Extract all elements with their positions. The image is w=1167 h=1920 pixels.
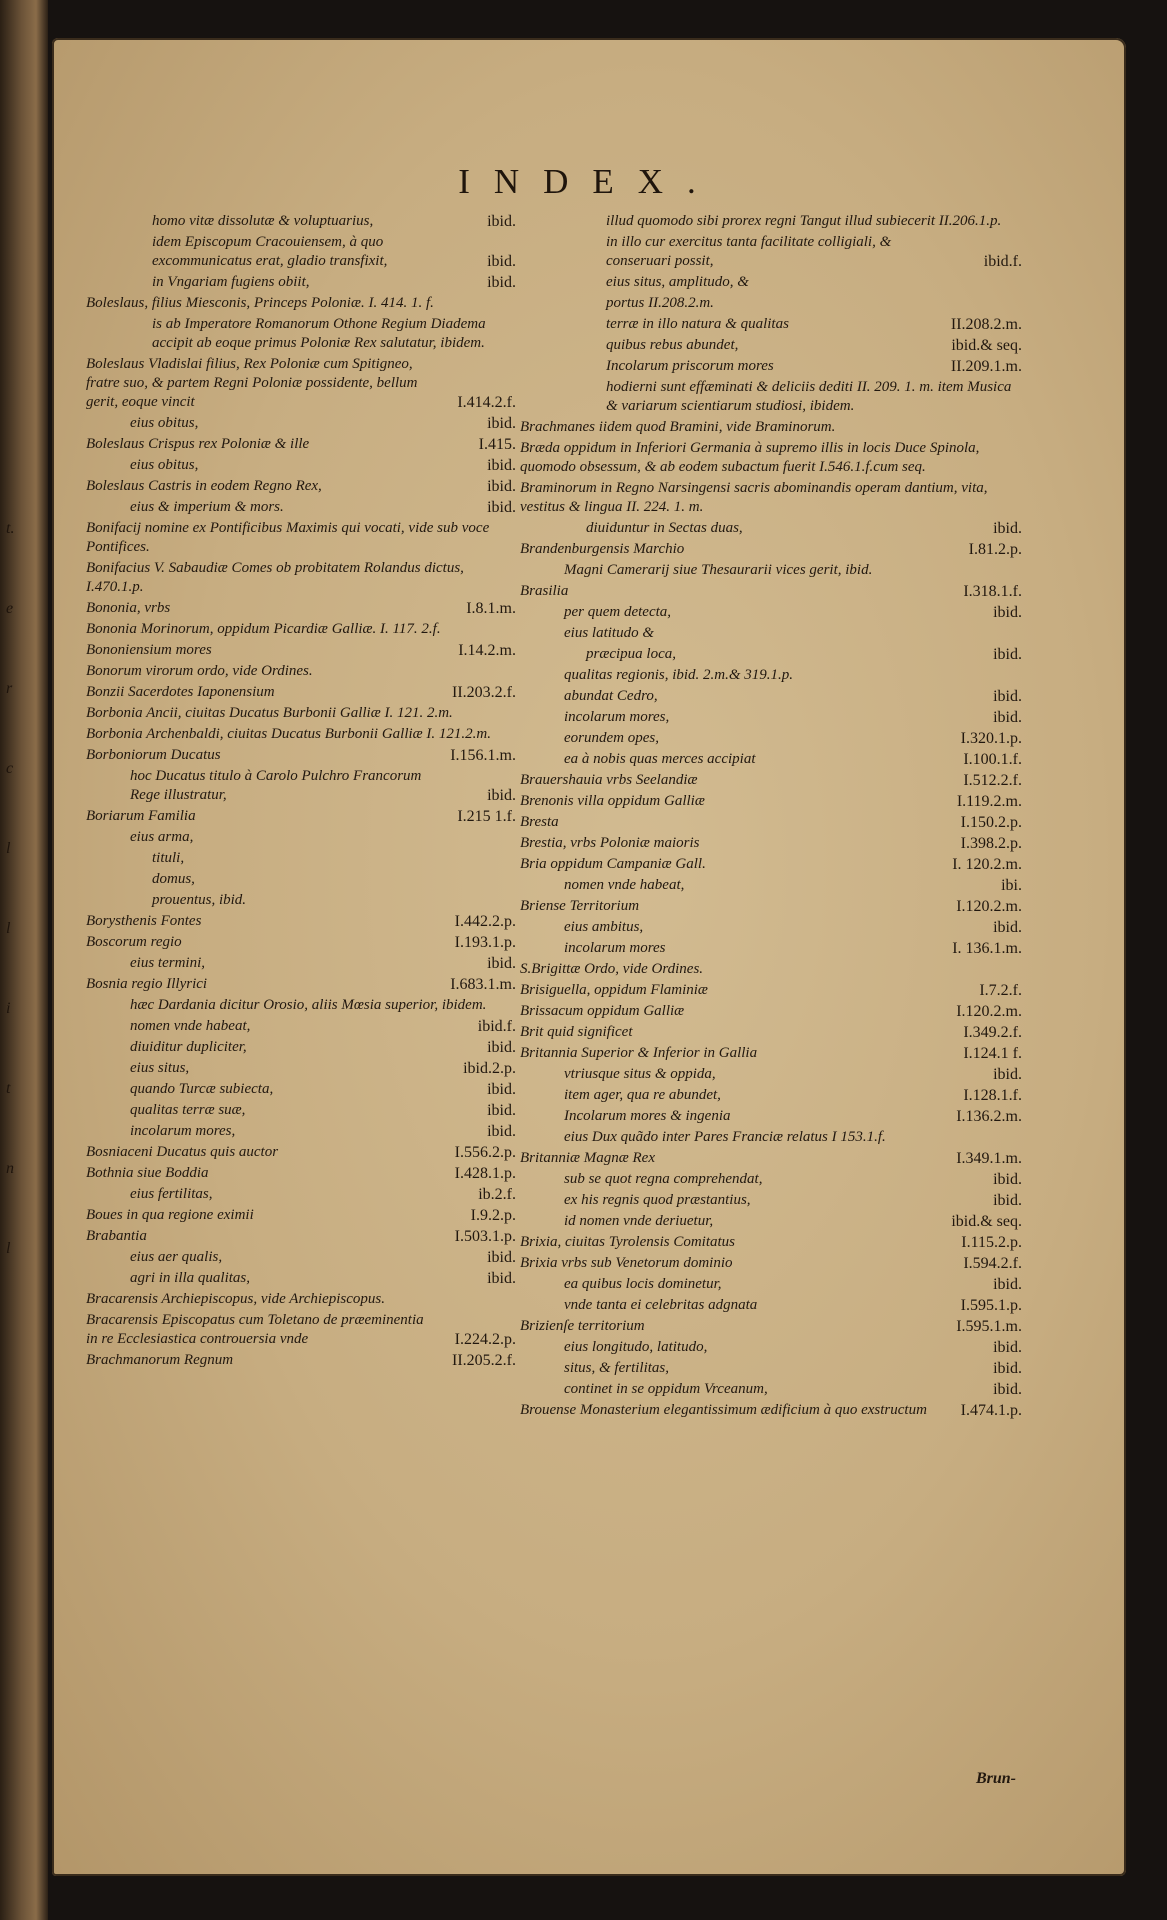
entry-text: Boleslaus Castris in eodem Regno Rex,	[86, 478, 322, 494]
entry-text: Bria oppidum Campaniæ Gall.	[520, 856, 706, 872]
index-entry	[520, 479, 1022, 517]
index-entry	[564, 1065, 1022, 1084]
index-entry	[86, 294, 516, 313]
entry-reference: I.100.1.f.	[963, 751, 1022, 768]
entry-reference: ibid.	[487, 955, 516, 972]
entry-reference: I.474.1.p.	[960, 1402, 1022, 1419]
entry-text: homo vitæ dissolutæ & voluptuarius,	[152, 213, 374, 229]
entry-reference: ibid.	[993, 1192, 1022, 1209]
entry-text: eius latitudo &	[564, 625, 654, 641]
entry-text: continet in se oppidum Vrceanum,	[564, 1381, 768, 1397]
index-entry	[86, 1311, 516, 1349]
entry-text: illud quomodo sibi prorex regni Tangut illud subiecerit II.206.1.p.	[606, 213, 1002, 229]
index-entry	[606, 212, 1022, 231]
index-entry	[86, 519, 516, 557]
index-entry	[520, 981, 1022, 1000]
entry-text: Brenonis villa oppidum Galliæ	[520, 793, 705, 809]
entry-reference: ibid.	[487, 253, 516, 270]
index-entry	[564, 1275, 1022, 1294]
entry-reference: ibid.	[487, 1039, 516, 1056]
index-entry	[564, 666, 1022, 685]
right-column	[520, 212, 1022, 1422]
entry-text: Brizienſe territorium	[520, 1318, 645, 1334]
entry-reference: I.594.2.f.	[963, 1255, 1022, 1272]
entry-reference: I.115.2.p.	[961, 1234, 1022, 1251]
index-entry	[564, 1380, 1022, 1399]
index-entry	[152, 870, 516, 889]
entry-text: id nomen vnde deriuetur,	[564, 1213, 714, 1229]
index-entry	[86, 1164, 516, 1183]
index-entry	[520, 1044, 1022, 1063]
index-entry	[520, 792, 1022, 811]
index-entry	[520, 1002, 1022, 1021]
index-entry	[606, 273, 1022, 292]
index-entry	[564, 1338, 1022, 1357]
entry-text: Bononia, vrbs	[86, 600, 171, 616]
entry-text: Briense Territorium	[520, 898, 640, 914]
entry-text: hæc Dardania dicitur Orosio, aliis Mœsia superior, ibidem.	[130, 997, 487, 1013]
left-column	[86, 212, 516, 1372]
index-entry	[606, 294, 1022, 313]
entry-reference: I.150.2.p.	[960, 814, 1022, 831]
entry-reference: II.208.2.m.	[950, 316, 1022, 333]
index-entry	[520, 1233, 1022, 1252]
entry-text: ea à nobis quas merces accipiat	[564, 751, 756, 767]
entry-text: eorundem opes,	[564, 730, 659, 746]
index-entry	[130, 1038, 516, 1057]
entry-reference: ibid.	[993, 1276, 1022, 1293]
entry-text: Brissacum oppidum Galliæ	[520, 1003, 685, 1019]
entry-text: incolarum mores,	[564, 709, 670, 725]
entry-reference: ibid.	[487, 499, 516, 516]
entry-text: Bracarensis Episcopatus cum Toletano de præeminentia in re Ecclesiastica controuersia vnde	[86, 1312, 424, 1347]
entry-text: is ab Imperatore Romanorum Othone Regium Diadema accipit ab eoque primus Poloniæ Rex salutatur, ibidem.	[152, 316, 486, 351]
entry-reference: I.7.2.f.	[979, 982, 1022, 999]
entry-reference: I.503.1.p.	[454, 1228, 516, 1245]
index-entry	[564, 918, 1022, 937]
index-entry	[520, 960, 1022, 979]
entry-reference: I.349.2.f.	[963, 1024, 1022, 1041]
entry-text: quibus rebus abundet,	[606, 337, 739, 353]
entry-reference: ibid.	[993, 1171, 1022, 1188]
index-entry	[86, 1206, 516, 1225]
entry-reference: I.128.1.f.	[963, 1087, 1022, 1104]
entry-text: Brabantia	[86, 1228, 147, 1244]
entry-reference: ibid.	[487, 457, 516, 474]
entry-text: abundat Cedro,	[564, 688, 658, 704]
entry-text: Bresta	[520, 814, 559, 830]
index-entry	[564, 729, 1022, 748]
entry-reference: ibid.	[487, 274, 516, 291]
entry-text: eius longitudo, latitudo,	[564, 1339, 708, 1355]
entry-text: sub se quot regna comprehendat,	[564, 1171, 763, 1187]
entry-text: hoc Ducatus titulo à Carolo Pulchro Francorum Rege illustratur,	[130, 768, 422, 803]
entry-reference: ibid.	[487, 787, 516, 804]
index-entry	[86, 912, 516, 931]
entry-reference: I.349.1.m.	[956, 1150, 1022, 1167]
entry-text: eius situs,	[130, 1060, 190, 1076]
entry-reference: I.120.2.m.	[956, 898, 1022, 915]
entry-reference: ibid.	[993, 1381, 1022, 1398]
index-entry	[520, 1317, 1022, 1336]
page-header: INDEX.	[458, 162, 720, 201]
entry-text: eius aer qualis,	[130, 1249, 223, 1265]
index-entry	[86, 1227, 516, 1246]
entry-reference: I.683.1.m.	[450, 976, 516, 993]
entry-text: idem Episcopum Cracouiensem, à quo excommunicatus erat, gladio transfixit,	[152, 234, 388, 269]
entry-text: item ager, qua re abundet,	[564, 1087, 721, 1103]
index-entry	[564, 1086, 1022, 1105]
index-entry	[86, 975, 516, 994]
entry-text: nomen vnde habeat,	[564, 877, 685, 893]
entry-reference: I. 120.2.m.	[952, 856, 1022, 873]
index-entry	[564, 939, 1022, 958]
previous-page-letter: e	[6, 600, 14, 617]
entry-text: qualitas regionis, ibid. 2.m.& 319.1.p.	[564, 667, 794, 683]
entry-text: vnde tanta ei celebritas adgnata	[564, 1297, 758, 1313]
index-entry	[86, 620, 516, 639]
entry-text: Britanniæ Magnæ Rex	[520, 1150, 655, 1166]
index-entry	[520, 834, 1022, 853]
entry-text: in Vngariam fugiens obiit,	[152, 274, 310, 290]
entry-reference: ibid.	[993, 1066, 1022, 1083]
entry-text: S.Brigittæ Ordo, vide Ordines.	[520, 961, 704, 977]
index-entry	[520, 1149, 1022, 1168]
entry-text: Braminorum in Regno Narsingensi sacris abominandis operam dantium, vita, vestitus & lingua II. 224. 1. m.	[520, 480, 988, 515]
entry-reference: I.119.2.m.	[956, 793, 1022, 810]
entry-reference: ibid.	[487, 1102, 516, 1119]
entry-reference: I.318.1.f.	[963, 583, 1022, 600]
entry-text: Bonifacius V. Sabaudiæ Comes ob probitatem Rolandus dictus, I.470.1.p.	[86, 560, 464, 595]
entry-text: Brouense Monasterium elegantissimum ædificium à quo exstructum	[520, 1402, 927, 1418]
index-entry	[606, 336, 1022, 355]
entry-text: tituli,	[152, 850, 185, 866]
entry-text: eius termini,	[130, 955, 205, 971]
index-entry	[130, 1122, 516, 1141]
index-entry	[606, 378, 1022, 416]
entry-reference: ibid.	[993, 604, 1022, 621]
entry-text: Incolarum mores & ingenia	[564, 1108, 731, 1124]
entry-text: eius arma,	[130, 829, 194, 845]
entry-reference: I.136.2.m.	[956, 1108, 1022, 1125]
previous-page-edge	[0, 0, 48, 1920]
index-entry	[130, 1185, 516, 1204]
entry-reference: I.215 1.f.	[457, 808, 516, 825]
entry-reference: I.9.2.p.	[470, 1207, 516, 1224]
entry-text: qualitas terræ suæ,	[130, 1102, 246, 1118]
entry-text: Bracarensis Archiepiscopus, vide Archiepiscopus.	[86, 1291, 385, 1307]
index-entry	[564, 603, 1022, 622]
index-entry	[520, 771, 1022, 790]
previous-page-letter: t	[6, 1080, 11, 1097]
entry-text: Bonzii Sacerdotes Iaponensium	[86, 684, 275, 700]
index-entry	[564, 1212, 1022, 1231]
index-entry	[130, 954, 516, 973]
entry-reference: I.81.2.p.	[968, 541, 1022, 558]
index-entry	[564, 750, 1022, 769]
entry-text: incolarum mores,	[130, 1123, 236, 1139]
entry-text: Brestia, vrbs Poloniæ maioris	[520, 835, 700, 851]
entry-text: Brixia vrbs sub Venetorum dominio	[520, 1255, 733, 1271]
entry-reference: I.414.2.f.	[457, 394, 516, 411]
entry-text: Bonifacij nomine ex Pontificibus Maximis qui vocati, vide sub voce Pontifices.	[86, 520, 490, 555]
entry-text: incolarum mores	[564, 940, 666, 956]
entry-text: Brisiguella, oppidum Flaminiæ	[520, 982, 708, 998]
index-entry	[86, 683, 516, 702]
entry-reference: ibid.	[993, 919, 1022, 936]
entry-reference: I.442.2.p.	[454, 913, 516, 930]
previous-page-letter: l	[6, 1240, 11, 1257]
index-entry	[520, 540, 1022, 559]
entry-reference: ibid.	[487, 478, 516, 495]
entry-reference: I.512.2.f.	[963, 772, 1022, 789]
catchword: Brun-	[975, 1770, 1016, 1787]
index-entry	[86, 1143, 516, 1162]
index-entry	[564, 1128, 1022, 1147]
entry-reference: I.320.1.p.	[960, 730, 1022, 747]
index-entry	[152, 233, 516, 271]
entry-reference: I.124.1 f.	[963, 1045, 1022, 1062]
index-entry	[152, 891, 516, 910]
entry-text: Boleslaus Crispus rex Poloniæ & ille	[86, 436, 310, 452]
previous-page-letter: l	[6, 920, 11, 937]
entry-reference: I.556.2.p.	[454, 1144, 516, 1161]
entry-reference: ibid.	[993, 688, 1022, 705]
entry-reference: I.595.1.m.	[956, 1318, 1022, 1335]
index-entry	[86, 725, 516, 744]
entry-text: præcipua loca,	[586, 646, 676, 662]
index-entry	[586, 645, 1022, 664]
entry-text: hodierni sunt effæminati & deliciis dediti II. 209. 1. m. item Musica & variarum scientiarum studiosi, ibidem.	[606, 379, 1012, 414]
previous-page-letter: c	[6, 760, 14, 777]
index-entry	[86, 435, 516, 454]
index-entry	[564, 708, 1022, 727]
entry-text: Boleslaus Vladislai filius, Rex Poloniæ cum Spitigneo, fratre suo, & partem Regni Poloniæ possidente, bellum gerit, eoque vincit	[86, 356, 418, 410]
entry-text: eius Dux quãdo inter Pares Franciæ relatus I 153.1.f.	[564, 1129, 886, 1145]
entry-text: in illo cur exercitus tanta facilitate colligiali, & conseruari possit,	[606, 234, 892, 269]
entry-reference: ibid.	[487, 1081, 516, 1098]
entry-text: prouentus, ibid.	[152, 892, 247, 908]
index-entry	[130, 1248, 516, 1267]
entry-text: eius obitus,	[130, 415, 199, 431]
entry-text: Bosnia regio Illyrici	[86, 976, 208, 992]
index-entry	[564, 1107, 1022, 1126]
index-entry	[130, 414, 516, 433]
index-entry	[86, 641, 516, 660]
entry-reference: ibid.	[487, 213, 516, 230]
entry-text: Brauershauia vrbs Seelandiæ	[520, 772, 698, 788]
index-entry	[606, 357, 1022, 376]
index-entry	[86, 807, 516, 826]
index-entry	[520, 1254, 1022, 1273]
entry-text: Boues in qua regione eximii	[86, 1207, 254, 1223]
entry-text: eius fertilitas,	[130, 1186, 213, 1202]
entry-text: Brachmanorum Regnum	[86, 1352, 234, 1368]
entry-text: Borbonia Ancii, ciuitas Ducatus Burbonii Galliæ I. 121. 2.m.	[86, 705, 453, 721]
entry-reference: ibid.	[993, 646, 1022, 663]
entry-text: Borysthenis Fontes	[86, 913, 202, 929]
index-entry	[564, 876, 1022, 895]
entry-text: eius ambitus,	[564, 919, 644, 935]
entry-text: Boleslaus, filius Miesconis, Princeps Poloniæ. I. 414. 1. f.	[86, 295, 434, 311]
index-entry	[86, 704, 516, 723]
entry-reference: I.224.2.p.	[454, 1331, 516, 1348]
entry-text: quando Turcæ subiecta,	[130, 1081, 274, 1097]
entry-reference: I.415.	[478, 436, 516, 453]
index-page	[52, 38, 1126, 1876]
entry-text: Bothnia siue Boddia	[86, 1165, 209, 1181]
entry-text: diuiditur dupliciter,	[130, 1039, 247, 1055]
entry-reference: ibid.	[487, 415, 516, 432]
previous-page-letter: i	[6, 1000, 11, 1017]
entry-reference: II.209.1.m.	[950, 358, 1022, 375]
entry-text: vtriusque situs & oppida,	[564, 1066, 716, 1082]
index-entry	[606, 233, 1022, 271]
entry-reference: ibi.	[1001, 877, 1022, 894]
index-entry	[520, 582, 1022, 601]
index-entry	[520, 1023, 1022, 1042]
index-entry	[606, 315, 1022, 334]
entry-text: ex his regnis quod præstantius,	[564, 1192, 751, 1208]
entry-reference: I.156.1.m.	[450, 747, 516, 764]
entry-text: Bononiensium mores	[86, 642, 212, 658]
entry-text: eius obitus,	[130, 457, 199, 473]
entry-reference: ibid.& seq.	[951, 1213, 1022, 1230]
entry-reference: ibid.	[993, 1339, 1022, 1356]
index-entry	[86, 559, 516, 597]
entry-text: Bonorum virorum ordo, vide Ordines.	[86, 663, 313, 679]
index-entry	[564, 561, 1022, 580]
index-entry	[520, 897, 1022, 916]
entry-text: Brandenburgensis Marchio	[520, 541, 685, 557]
entry-text: Incolarum priscorum mores	[606, 358, 774, 374]
entry-reference: I.595.1.p.	[960, 1297, 1022, 1314]
entry-reference: ibid.	[487, 1249, 516, 1266]
index-entry	[564, 624, 1022, 643]
entry-reference: ibid.	[993, 709, 1022, 726]
entry-text: agri in illa qualitas,	[130, 1270, 251, 1286]
entry-text: Bononia Morinorum, oppidum Picardiæ Galliæ. I. 117. 2.f.	[86, 621, 441, 637]
index-entry	[86, 746, 516, 765]
entry-reference: I.120.2.m.	[956, 1003, 1022, 1020]
entry-text: Brachmanes iidem quod Bramini, vide Braminorum.	[520, 419, 836, 435]
entry-text: Bosniaceni Ducatus quis auctor	[86, 1144, 279, 1160]
entry-reference: II.205.2.f.	[452, 1352, 516, 1369]
entry-text: situs, & fertilitas,	[564, 1360, 670, 1376]
entry-text: Magni Camerarij siue Thesaurarii vices gerit, ibid.	[564, 562, 873, 578]
index-entry	[130, 456, 516, 475]
previous-page-letter: r	[6, 680, 13, 697]
entry-text: portus II.208.2.m.	[606, 295, 714, 311]
entry-reference: ibid.	[993, 1360, 1022, 1377]
entry-reference: I.428.1.p.	[454, 1165, 516, 1182]
entry-reference: I.193.1.p.	[454, 934, 516, 951]
index-entry	[86, 477, 516, 496]
index-entry	[520, 1401, 1022, 1420]
index-entry	[130, 1059, 516, 1078]
index-entry	[86, 599, 516, 618]
entry-text: Boscorum regio	[86, 934, 182, 950]
index-entry	[520, 418, 1022, 437]
index-entry	[586, 519, 1022, 538]
index-entry	[130, 1101, 516, 1120]
entry-reference: I. 136.1.m.	[952, 940, 1022, 957]
entry-text: Brixia, ciuitas Tyrolensis Comitatus	[520, 1234, 736, 1250]
index-entry	[564, 1359, 1022, 1378]
index-entry	[86, 662, 516, 681]
entry-reference: ibid.	[487, 1123, 516, 1140]
index-entry	[130, 498, 516, 517]
entry-reference: ibid.2.p.	[463, 1060, 516, 1077]
entry-reference: ibid.	[993, 520, 1022, 537]
index-entry	[130, 828, 516, 847]
index-entry	[130, 1017, 516, 1036]
entry-reference: ib.2.f.	[478, 1186, 516, 1203]
entry-text: Britannia Superior & Inferior in Gallia	[520, 1045, 758, 1061]
entry-text: Brit quid significet	[520, 1024, 633, 1040]
previous-page-letter: t.	[6, 520, 15, 537]
index-entry	[86, 1290, 516, 1309]
index-entry	[130, 996, 516, 1015]
index-entry	[130, 767, 516, 805]
entry-text: per quem detecta,	[564, 604, 672, 620]
entry-text: Bræda oppidum in Inferiori Germania à supremo illis in locis Duce Spinola, quomodo obsessum, & ab eodem subactum fuerit I.546.1.f.cum seq.	[520, 440, 980, 475]
entry-text: Borboniorum Ducatus	[86, 747, 221, 763]
entry-reference: ibid.& seq.	[951, 337, 1022, 354]
entry-reference: ibid.	[487, 1270, 516, 1287]
index-entry	[130, 1269, 516, 1288]
entry-text: Borbonia Archenbaldi, ciuitas Ducatus Burbonii Galliæ I. 121.2.m.	[86, 726, 491, 742]
entry-text: nomen vnde habeat,	[130, 1018, 251, 1034]
previous-page-letter: l	[6, 840, 11, 857]
index-entry	[520, 439, 1022, 477]
index-entry	[152, 273, 516, 292]
index-entry	[520, 813, 1022, 832]
entry-reference: I.8.1.m.	[466, 600, 516, 617]
previous-page-letter: n	[6, 1160, 14, 1177]
entry-text: eius & imperium & mors.	[130, 499, 284, 515]
entry-reference: I.398.2.p.	[960, 835, 1022, 852]
index-entry	[86, 355, 516, 412]
index-entry	[564, 1170, 1022, 1189]
entry-reference: I.14.2.m.	[458, 642, 516, 659]
index-entry	[152, 212, 516, 231]
entry-text: Brasilia	[520, 583, 569, 599]
index-entry	[86, 1351, 516, 1370]
index-entry	[520, 855, 1022, 874]
index-entry	[564, 687, 1022, 706]
entry-reference: ibid.f.	[983, 253, 1022, 270]
index-entry	[564, 1191, 1022, 1210]
entry-text: diuiduntur in Sectas duas,	[586, 520, 743, 536]
index-entry	[130, 1080, 516, 1099]
index-entry	[86, 933, 516, 952]
entry-reference: II.203.2.f.	[452, 684, 516, 701]
index-entry	[564, 1296, 1022, 1315]
entry-text: terræ in illo natura & qualitas	[606, 316, 789, 332]
entry-reference: ibid.f.	[477, 1018, 516, 1035]
entry-text: Boriarum Familia	[86, 808, 196, 824]
entry-text: eius situs, amplitudo, &	[606, 274, 749, 290]
index-entry	[152, 315, 516, 353]
entry-text: ea quibus locis dominetur,	[564, 1276, 722, 1292]
entry-text: domus,	[152, 871, 195, 887]
index-entry	[152, 849, 516, 868]
